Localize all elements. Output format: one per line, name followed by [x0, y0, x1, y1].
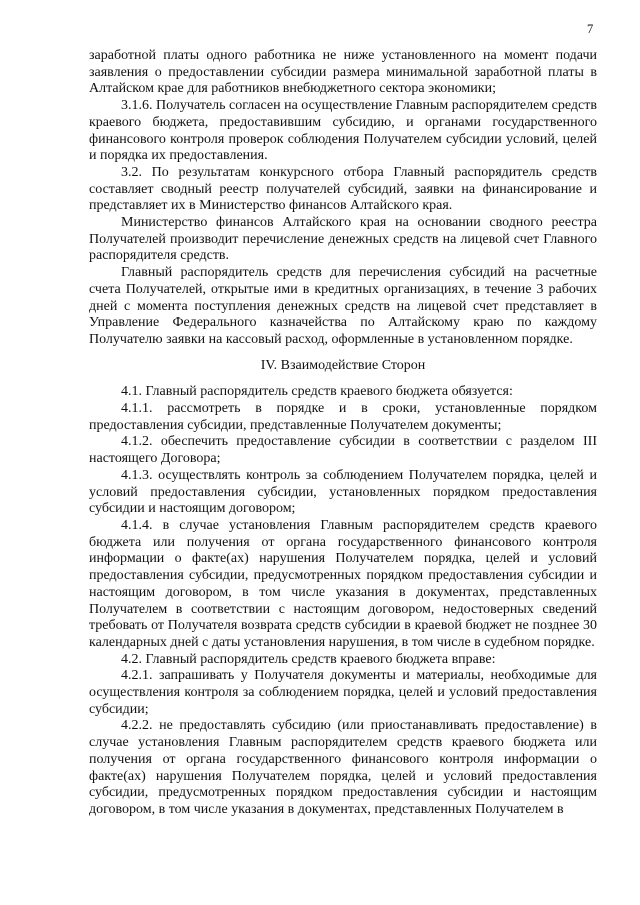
paragraph: 4.1.3. осуществлять контроль за соблюдением Получателем порядка, целей и условий предоставления субсидии, установленных порядком предоставления субсидии и настоящим договором;: [89, 467, 597, 517]
paragraph: 4.2.1. запрашивать у Получателя документы и материалы, необходимые для осуществления контроля за соблюдением порядка, целей и условий предоставления субсидии;: [89, 668, 597, 717]
paragraph: 4.1. Главный распорядитель средств краевого бюджета обязуется:: [121, 384, 513, 400]
section-iv-body: [89, 384, 597, 818]
section-iii-continuation: [89, 48, 597, 349]
paragraph: заработной платы одного работника не ниже установленного на момент подачи заявления о предоставлении субсидии размера минимальной заработной платы в Алтайском крае для работников внебюджетного сектора экономики;: [89, 48, 597, 97]
paragraph: 4.1.2. обеспечить предоставление субсидии в соответствии с разделом III настоящего Договора;: [89, 434, 597, 467]
paragraph: 4.1.1. рассмотреть в порядке и в сроки, установленные порядком предоставления субсидии, представленные Получателем документы;: [89, 401, 597, 433]
section-heading: IV. Взаимодействие Сторон: [260, 357, 426, 373]
paragraph: 4.2. Главный распорядитель средств краевого бюджета вправе:: [121, 651, 496, 667]
page-number: 7: [587, 22, 594, 36]
paragraph: 3.1.6. Получатель согласен на осуществление Главным распорядителем средств краевого бюджета, предоставившим субсидию, и органами государственного финансового контроля проверок соблюдения Получателем субсидии условий, целей и порядка их предоставления.: [89, 98, 597, 164]
document-body: [89, 48, 597, 819]
paragraph: 3.2. По результатам конкурсного отбора Главный распорядитель средств составляет сводный реестр получателей субсидий, заявки на финансирование и представляет их в Министерство финансов Алтайского края.: [89, 164, 597, 214]
paragraph: 4.2.2. не предоставлять субсидию (или приостанавливать предоставление) в случае установления Главным распорядителем средств краевого бюджета или получения от органа государственного финансового контроля информации о факте(ах) нарушения Получателем порядка, целей и условий предоставления субсидии, предусмотренных порядком предоставления субсидии и настоящим договором, в том числе указания в документах, представленных Получателем в: [89, 718, 597, 817]
paragraph: Главный распорядитель средств для перечисления субсидий на расчетные счета Получателей, открытые ими в кредитных организациях, в течение 3 рабочих дней с момента поступления денежных средств на лицевой счет представляет в Управление Федерального казначейства по Алтайскому краю по каждому Получателю заявки на кассовый расход, оформленные в установленном порядке.: [89, 265, 597, 347]
paragraph: Министерство финансов Алтайского края на основании сводного реестра Получателей производит перечисление денежных средств на лицевой счет Главного распорядителя средств.: [89, 215, 597, 264]
paragraph: 4.1.4. в случае установления Главным распорядителем средств краевого бюджета или получения от органа государственного финансового контроля информации о факте(ах) нарушения Получателем порядка, целей и условий предоставления субсидии, предусмотренных порядком предоставления субсидии и настоящим договором, в том числе указания в документах, представленных Получателем в соответствии с настоящим договором, недостоверных сведений требовать от Получателя возврата средств субсидии в краевой бюджет не позднее 30 календарных дней с даты установления нарушения, в том числе в судебном порядке.: [89, 517, 597, 650]
